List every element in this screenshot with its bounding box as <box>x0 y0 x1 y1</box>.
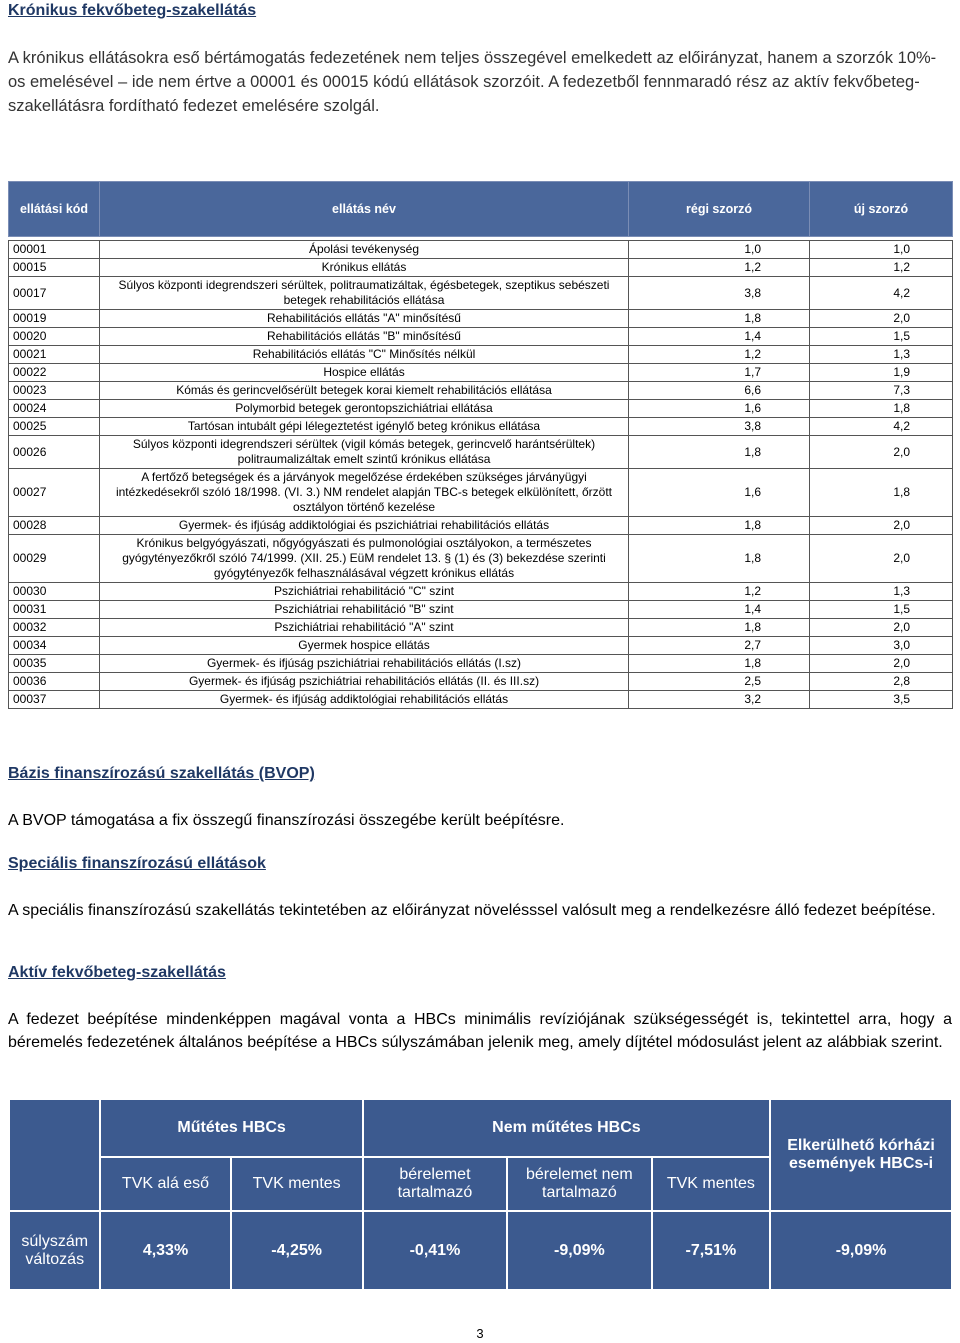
special-paragraph: A speciális finanszírozású szakellátás tekintetében az előirányzat növelésssel valósult meg a rendelkezésre álló fedezet beépítése. <box>8 902 936 919</box>
name-cell: Ápolási tevékenység <box>100 241 629 259</box>
code-cell: 00034 <box>9 637 100 655</box>
name-cell: Pszichiátriai rehabilitáció "B" szint <box>100 601 629 619</box>
new-multiplier-cell: 1,8 <box>810 469 953 517</box>
name-cell: Gyermek- és ifjúság pszichiátriai rehabilitációs ellátás (I.sz) <box>100 655 629 673</box>
old-multiplier-cell: 1,8 <box>629 535 810 583</box>
name-cell: Krónikus ellátás <box>100 259 629 277</box>
table-row <box>9 601 953 619</box>
table-row <box>9 364 953 382</box>
name-cell: Pszichiátriai rehabilitáció "A" szint <box>100 619 629 637</box>
section-heading-chronic: Krónikus fekvőbeteg-szakellátás <box>8 2 257 19</box>
old-multiplier-cell: 6,6 <box>629 382 810 400</box>
old-multiplier-cell: 1,2 <box>629 259 810 277</box>
name-cell: A fertőző betegségek és a járványok megelőzése érdekében szükséges járványügyi intézkedésekről szóló 18/1998. (VI. 3.) NM rendelet alapján TBC-s betegek elkülönített, őrzött osztályon történő kezelése <box>100 469 629 517</box>
name-cell: Súlyos központi idegrendszeri sérültek (vigil kómás betegek, gerincvelő harántsérültek) politraumalizáltak emelt szintű krónikus ellátása <box>100 436 629 469</box>
sub-tvk-free-1: TVK mentes <box>231 1157 363 1211</box>
old-multiplier-cell: 1,2 <box>629 583 810 601</box>
code-cell: 00022 <box>9 364 100 382</box>
code-cell: 00036 <box>9 673 100 691</box>
name-cell: Súlyos központi idegrendszeri sérültek, politraumatizáltak, égésbetegek, szeptikus sebészeti betegek rehabilitációs ellátása <box>100 277 629 310</box>
new-multiplier-cell: 1,3 <box>810 346 953 364</box>
new-multiplier-cell: 2,0 <box>810 619 953 637</box>
weight-change-table <box>8 1098 953 1291</box>
table-row <box>9 517 953 535</box>
new-multiplier-cell: 1,9 <box>810 364 953 382</box>
old-multiplier-cell: 1,4 <box>629 601 810 619</box>
group-surgical: Műtétes HBCs <box>100 1099 362 1157</box>
table-row <box>9 277 953 310</box>
code-cell: 00028 <box>9 517 100 535</box>
value-cell: -7,51% <box>652 1211 771 1290</box>
name-cell: Rehabilitációs ellátás "A" minősítésű <box>100 310 629 328</box>
new-multiplier-cell: 1,2 <box>810 259 953 277</box>
code-cell: 00017 <box>9 277 100 310</box>
new-multiplier-cell: 1,5 <box>810 328 953 346</box>
value-cell: 4,33% <box>100 1211 230 1290</box>
summary-corner <box>9 1099 100 1211</box>
sub-wage-incl: bérelemet tartalmazó <box>363 1157 507 1211</box>
bvop-paragraph: A BVOP támogatása a fix összegű finanszírozási összegébe került beépítésre. <box>8 812 565 829</box>
header-code: ellátási kód <box>9 182 100 237</box>
group-nonsurgical: Nem műtétes HBCs <box>363 1099 770 1157</box>
header-name: ellátás név <box>100 182 629 237</box>
header-old: régi szorzó <box>629 182 810 237</box>
table-row <box>9 310 953 328</box>
chronic-paragraph: A krónikus ellátásokra eső bértámogatás fedezetének nem teljes összegével emelkedett az előirányzat, hanem a szorzók 10%-os emelésével – ide nem értve a 00001 és 00015 kódú ellátások szorzóit. A fedezetből fennmaradó rész az aktív fekvőbeteg-szakellátásra fordítható fedezet emelésére szolgál. <box>8 49 937 115</box>
sub-tvk-free-2: TVK mentes <box>652 1157 771 1211</box>
table-row <box>9 400 953 418</box>
new-multiplier-cell: 2,0 <box>810 436 953 469</box>
group-avoidable: Elkerülhető kórházi események HBCs-i <box>770 1099 952 1211</box>
section-heading-bvop: Bázis finanszírozású szakellátás (BVOP) <box>8 765 315 782</box>
old-multiplier-cell: 3,2 <box>629 691 810 709</box>
table-row <box>9 346 953 364</box>
old-multiplier-cell: 3,8 <box>629 418 810 436</box>
table-row <box>9 436 953 469</box>
old-multiplier-cell: 1,7 <box>629 364 810 382</box>
code-cell: 00035 <box>9 655 100 673</box>
code-cell: 00029 <box>9 535 100 583</box>
code-cell: 00026 <box>9 436 100 469</box>
sub-tvk-subject: TVK alá eső <box>100 1157 230 1211</box>
code-cell: 00024 <box>9 400 100 418</box>
page-number: 3 <box>476 1326 484 1341</box>
old-multiplier-cell: 1,0 <box>629 241 810 259</box>
section-heading-active: Aktív fekvőbeteg-szakellátás <box>8 964 226 981</box>
old-multiplier-cell: 1,8 <box>629 436 810 469</box>
sub-wage-excl: bérelemet nem tartalmazó <box>507 1157 651 1211</box>
code-cell: 00019 <box>9 310 100 328</box>
value-cell: -4,25% <box>231 1211 363 1290</box>
new-multiplier-cell: 4,2 <box>810 418 953 436</box>
code-cell: 00015 <box>9 259 100 277</box>
code-cell: 00020 <box>9 328 100 346</box>
old-multiplier-cell: 1,8 <box>629 619 810 637</box>
row-label-weight-change: súlyszám változás <box>9 1211 100 1290</box>
old-multiplier-cell: 1,8 <box>629 517 810 535</box>
code-cell: 00031 <box>9 601 100 619</box>
old-multiplier-cell: 1,6 <box>629 400 810 418</box>
old-multiplier-cell: 1,8 <box>629 655 810 673</box>
name-cell: Pszichiátriai rehabilitáció "C" szint <box>100 583 629 601</box>
table-row <box>9 418 953 436</box>
code-cell: 00037 <box>9 691 100 709</box>
table-row <box>9 691 953 709</box>
code-cell: 00030 <box>9 583 100 601</box>
new-multiplier-cell: 2,0 <box>810 310 953 328</box>
old-multiplier-cell: 1,4 <box>629 328 810 346</box>
table-row <box>9 382 953 400</box>
table-row <box>9 535 953 583</box>
new-multiplier-cell: 1,3 <box>810 583 953 601</box>
code-cell: 00032 <box>9 619 100 637</box>
name-cell: Rehabilitációs ellátás "B" minősítésű <box>100 328 629 346</box>
multiplier-table <box>8 181 953 709</box>
new-multiplier-cell: 1,5 <box>810 601 953 619</box>
name-cell: Krónikus belgyógyászati, nőgyógyászati és pulmonológiai osztályokon, a természetes gyógytényezőkről szóló 74/1999. (XII. 25.) EüM rendelet 13. § (1) és (3) bekezdése szerinti gyógytényezők felhasználásával végzett krónikus ellátás <box>100 535 629 583</box>
new-multiplier-cell: 2,0 <box>810 655 953 673</box>
new-multiplier-cell: 3,0 <box>810 637 953 655</box>
old-multiplier-cell: 1,2 <box>629 346 810 364</box>
code-cell: 00001 <box>9 241 100 259</box>
section-heading-special: Speciális finanszírozású ellátások <box>8 855 266 872</box>
table-row <box>9 619 953 637</box>
table-row <box>9 655 953 673</box>
code-cell: 00025 <box>9 418 100 436</box>
name-cell: Polymorbid betegek gerontopszichiátriai ellátása <box>100 400 629 418</box>
value-cell: -9,09% <box>507 1211 651 1290</box>
code-cell: 00021 <box>9 346 100 364</box>
active-paragraph: A fedezet beépítése mindenképpen magával vonta a HBCs minimális revíziójának szükségességét is, tekintettel arra, hogy a béremelés fedezetének általános beépítése a HBCs súlyszámában jelenik meg, amely díjtétel módosulást jelent az alábbiak szerint. <box>8 1011 952 1051</box>
name-cell: Gyermek- és ifjúság addiktológiai és pszichiátriai rehabilitációs ellátás <box>100 517 629 535</box>
new-multiplier-cell: 2,0 <box>810 517 953 535</box>
value-cell: -0,41% <box>363 1211 507 1290</box>
new-multiplier-cell: 2,8 <box>810 673 953 691</box>
table-row <box>9 328 953 346</box>
value-cell: -9,09% <box>770 1211 952 1290</box>
new-multiplier-cell: 1,0 <box>810 241 953 259</box>
name-cell: Hospice ellátás <box>100 364 629 382</box>
old-multiplier-cell: 2,5 <box>629 673 810 691</box>
new-multiplier-cell: 3,5 <box>810 691 953 709</box>
old-multiplier-cell: 1,8 <box>629 310 810 328</box>
name-cell: Gyermek- és ifjúság pszichiátriai rehabilitációs ellátás (II. és III.sz) <box>100 673 629 691</box>
new-multiplier-cell: 4,2 <box>810 277 953 310</box>
table-row <box>9 469 953 517</box>
table-row <box>9 637 953 655</box>
name-cell: Gyermek hospice ellátás <box>100 637 629 655</box>
name-cell: Tartósan intubált gépi lélegeztetést igénylő beteg krónikus ellátása <box>100 418 629 436</box>
old-multiplier-cell: 3,8 <box>629 277 810 310</box>
name-cell: Rehabilitációs ellátás "C" Minősítés nélkül <box>100 346 629 364</box>
header-new: új szorzó <box>810 182 953 237</box>
table-row <box>9 673 953 691</box>
new-multiplier-cell: 2,0 <box>810 535 953 583</box>
table-row <box>9 259 953 277</box>
new-multiplier-cell: 1,8 <box>810 400 953 418</box>
old-multiplier-cell: 2,7 <box>629 637 810 655</box>
code-cell: 00027 <box>9 469 100 517</box>
new-multiplier-cell: 7,3 <box>810 382 953 400</box>
table-row <box>9 241 953 259</box>
table-row <box>9 583 953 601</box>
table-header-row <box>9 182 953 237</box>
code-cell: 00023 <box>9 382 100 400</box>
old-multiplier-cell: 1,6 <box>629 469 810 517</box>
name-cell: Kómás és gerincvelősérült betegek korai kiemelt rehabilitációs ellátása <box>100 382 629 400</box>
name-cell: Gyermek- és ifjúság addiktológiai rehabilitációs ellátás <box>100 691 629 709</box>
